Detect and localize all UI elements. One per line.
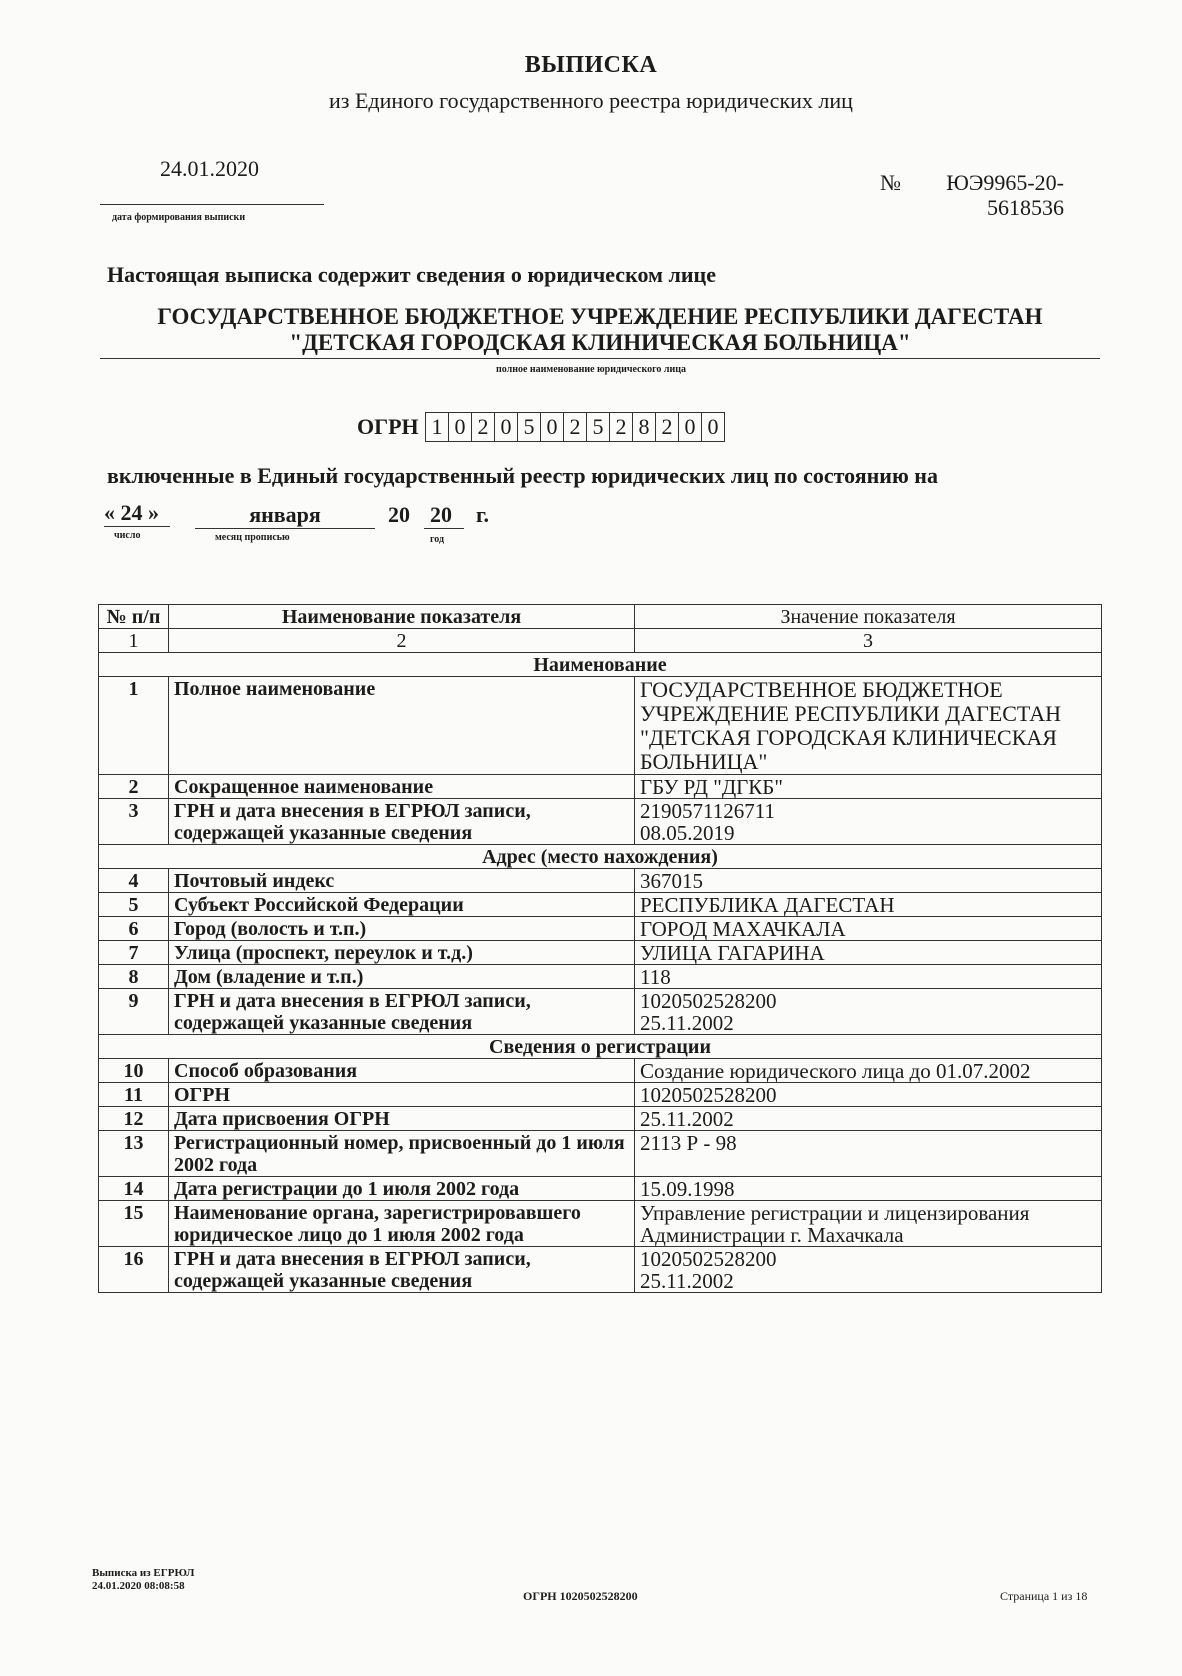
- row-number: 3: [99, 799, 169, 845]
- status-year-prefix: 20: [388, 502, 410, 527]
- table-row: [99, 1131, 1102, 1177]
- row-label: Регистрационный номер, присвоенный до 1 июля 2002 года: [169, 1131, 635, 1177]
- row-value: 2113 Р - 98: [635, 1131, 1102, 1177]
- row-number: 13: [99, 1131, 169, 1177]
- issue-date-caption: дата формирования выписки: [112, 212, 246, 223]
- table-index-row: [99, 629, 1102, 653]
- row-value: УЛИЦА ГАГАРИНА: [635, 941, 1102, 965]
- ogrn-digit: 0: [707, 414, 719, 439]
- table-row: [99, 965, 1102, 989]
- ogrn-digit: 2: [472, 413, 495, 441]
- row-label: Почтовый индекс: [169, 869, 635, 893]
- row-value-date: 08.05.2019: [640, 821, 735, 845]
- section-title: Сведения о регистрации: [99, 1035, 1102, 1059]
- row-label: Дом (владение и т.п.): [169, 965, 635, 989]
- status-year-g: г.: [476, 502, 490, 527]
- ogrn-digit: 0: [495, 413, 518, 441]
- organization-name-line2: "ДЕТСКАЯ ГОРОДСКАЯ КЛИНИЧЕСКАЯ БОЛЬНИЦА": [289, 330, 911, 355]
- table-row: [99, 799, 1102, 845]
- ogrn-digit: 2: [656, 413, 679, 441]
- row-value: 118: [635, 965, 1102, 989]
- table-row: [99, 1083, 1102, 1107]
- extract-number-line1: ЮЭ9965-20-: [946, 170, 1064, 195]
- row-value: 25.11.2002: [635, 1107, 1102, 1131]
- row-value: 1020502528200: [635, 1083, 1102, 1107]
- status-day-underline: [104, 526, 170, 527]
- table-row: [99, 1201, 1102, 1247]
- row-label: ГРН и дата внесения в ЕГРЮЛ записи, содержащей указанные сведения: [169, 1247, 635, 1293]
- row-value-date: 25.11.2002: [640, 1011, 734, 1035]
- ogrn-digit: 0: [541, 413, 564, 441]
- ogrn-digit: 1: [426, 413, 449, 441]
- row-number: 4: [99, 869, 169, 893]
- row-label: Улица (проспект, переулок и т.д.): [169, 941, 635, 965]
- status-year-suffix: 20: [430, 502, 452, 527]
- status-month: января: [249, 502, 321, 527]
- row-label: ОГРН: [169, 1083, 635, 1107]
- status-month-caption: месяц прописью: [215, 532, 290, 543]
- row-label: Полное наименование: [169, 677, 635, 775]
- registry-table: [98, 604, 1102, 1293]
- number-sign: №: [880, 170, 901, 195]
- row-label: Субъект Российской Федерации: [169, 893, 635, 917]
- row-value: [635, 1247, 1102, 1293]
- row-label: Дата присвоения ОГРН: [169, 1107, 635, 1131]
- footer-extract-info: [92, 1567, 195, 1593]
- row-value-grn: 2190571126711: [640, 799, 775, 823]
- row-number: 2: [99, 775, 169, 799]
- document-title: ВЫПИСКА: [524, 52, 658, 78]
- section-row: [99, 653, 1102, 677]
- row-value: Создание юридического лица до 01.07.2002: [635, 1059, 1102, 1083]
- row-label: Наименование органа, зарегистрировавшего юридическое лицо до 1 июля 2002 года: [169, 1201, 635, 1247]
- table-row: [99, 1107, 1102, 1131]
- row-value: Управление регистрации и лицензирования Администрации г. Махачкала: [635, 1201, 1102, 1247]
- row-number: 6: [99, 917, 169, 941]
- status-month-underline: [195, 528, 375, 529]
- status-day: « 24 »: [104, 500, 159, 525]
- header-indicator: Наименование показателя: [169, 605, 635, 629]
- included-text: включенные в Единый государственный реестр юридических лиц по состоянию на: [107, 463, 938, 488]
- row-number: 12: [99, 1107, 169, 1131]
- ogrn-digit: 5: [518, 413, 541, 441]
- row-value: РЕСПУБЛИКА ДАГЕСТАН: [635, 893, 1102, 917]
- status-year-underline: [424, 528, 464, 529]
- row-number: 11: [99, 1083, 169, 1107]
- row-value: ГОСУДАРСТВЕННОЕ БЮДЖЕТНОЕ УЧРЕЖДЕНИЕ РЕСПУБЛИКИ ДАГЕСТАН "ДЕТСКАЯ ГОРОДСКАЯ КЛИНИЧЕСКАЯ БОЛЬНИЦА": [635, 677, 1102, 775]
- extract-number: [940, 170, 1064, 220]
- ogrn-digit: 0: [449, 413, 472, 441]
- row-value-grn: 1020502528200: [640, 989, 777, 1013]
- ogrn-label: ОГРН: [357, 414, 419, 439]
- organization-name-line1: ГОСУДАРСТВЕННОЕ БЮДЖЕТНОЕ УЧРЕЖДЕНИЕ РЕСПУБЛИКИ ДАГЕСТАН: [157, 304, 1043, 329]
- ogrn-digit: 2: [564, 413, 587, 441]
- row-value: [635, 989, 1102, 1035]
- row-number: 8: [99, 965, 169, 989]
- row-number: 10: [99, 1059, 169, 1083]
- row-label: Дата регистрации до 1 июля 2002 года: [169, 1177, 635, 1201]
- organization-name: [100, 304, 1100, 356]
- footer-ogrn: ОГРН 1020502528200: [523, 1589, 638, 1603]
- table-row: [99, 1177, 1102, 1201]
- issue-date-underline: [100, 204, 324, 205]
- row-number: 1: [99, 677, 169, 775]
- status-day-caption: число: [114, 530, 141, 541]
- table-row: [99, 1059, 1102, 1083]
- row-value: ГОРОД МАХАЧКАЛА: [635, 917, 1102, 941]
- row-number: 7: [99, 941, 169, 965]
- table-row: [99, 893, 1102, 917]
- row-label: Способ образования: [169, 1059, 635, 1083]
- ogrn-digit: 2: [610, 413, 633, 441]
- row-value-date: 25.11.2002: [640, 1269, 734, 1293]
- row-number: 15: [99, 1201, 169, 1247]
- row-number: 5: [99, 893, 169, 917]
- index-cell: 1: [99, 629, 169, 653]
- table-header-row: [99, 605, 1102, 629]
- organization-name-caption: полное наименование юридического лица: [495, 364, 687, 375]
- index-cell: 3: [635, 629, 1102, 653]
- section-title: Наименование: [99, 653, 1102, 677]
- intro-text: Настоящая выписка содержит сведения о юридическом лице: [107, 262, 716, 287]
- organization-name-underline: [100, 358, 1100, 359]
- header-number: № п/п: [99, 605, 169, 629]
- extract-number-line2: 5618536: [987, 195, 1064, 220]
- table-row: [99, 917, 1102, 941]
- status-year-caption: год: [430, 534, 445, 545]
- section-row: [99, 1035, 1102, 1059]
- row-value: 367015: [635, 869, 1102, 893]
- table-row: [99, 989, 1102, 1035]
- ogrn-digit-boxes: [425, 412, 725, 442]
- footer-extract-timestamp: 24.01.2020 08:08:58: [92, 1580, 185, 1592]
- row-value-grn: 1020502528200: [640, 1247, 777, 1271]
- table-row: [99, 775, 1102, 799]
- table-row: [99, 941, 1102, 965]
- ogrn-digit: 0: [679, 413, 702, 441]
- ogrn-digit: 5: [587, 413, 610, 441]
- row-label: ГРН и дата внесения в ЕГРЮЛ записи, содержащей указанные сведения: [169, 799, 635, 845]
- row-label: Сокращенное наименование: [169, 775, 635, 799]
- table-row: [99, 1247, 1102, 1293]
- row-value: 15.09.1998: [635, 1177, 1102, 1201]
- table-row: [99, 869, 1102, 893]
- row-number: 14: [99, 1177, 169, 1201]
- document-subtitle: из Единого государственного реестра юридических лиц: [329, 88, 853, 113]
- footer-page-number: Страница 1 из 18: [1000, 1589, 1088, 1603]
- row-label: ГРН и дата внесения в ЕГРЮЛ записи, содержащей указанные сведения: [169, 989, 635, 1035]
- table-row: [99, 677, 1102, 775]
- footer-extract-label: Выписка из ЕГРЮЛ: [92, 1567, 195, 1579]
- row-value: ГБУ РД "ДГКБ": [635, 775, 1102, 799]
- header-value: Значение показателя: [635, 605, 1102, 629]
- index-cell: 2: [169, 629, 635, 653]
- row-number: 9: [99, 989, 169, 1035]
- issue-date: 24.01.2020: [160, 156, 259, 181]
- section-row: [99, 845, 1102, 869]
- row-label: Город (волость и т.п.): [169, 917, 635, 941]
- ogrn-digit: 8: [633, 413, 656, 441]
- section-title: Адрес (место нахождения): [99, 845, 1102, 869]
- row-number: 16: [99, 1247, 169, 1293]
- row-value: [635, 799, 1102, 845]
